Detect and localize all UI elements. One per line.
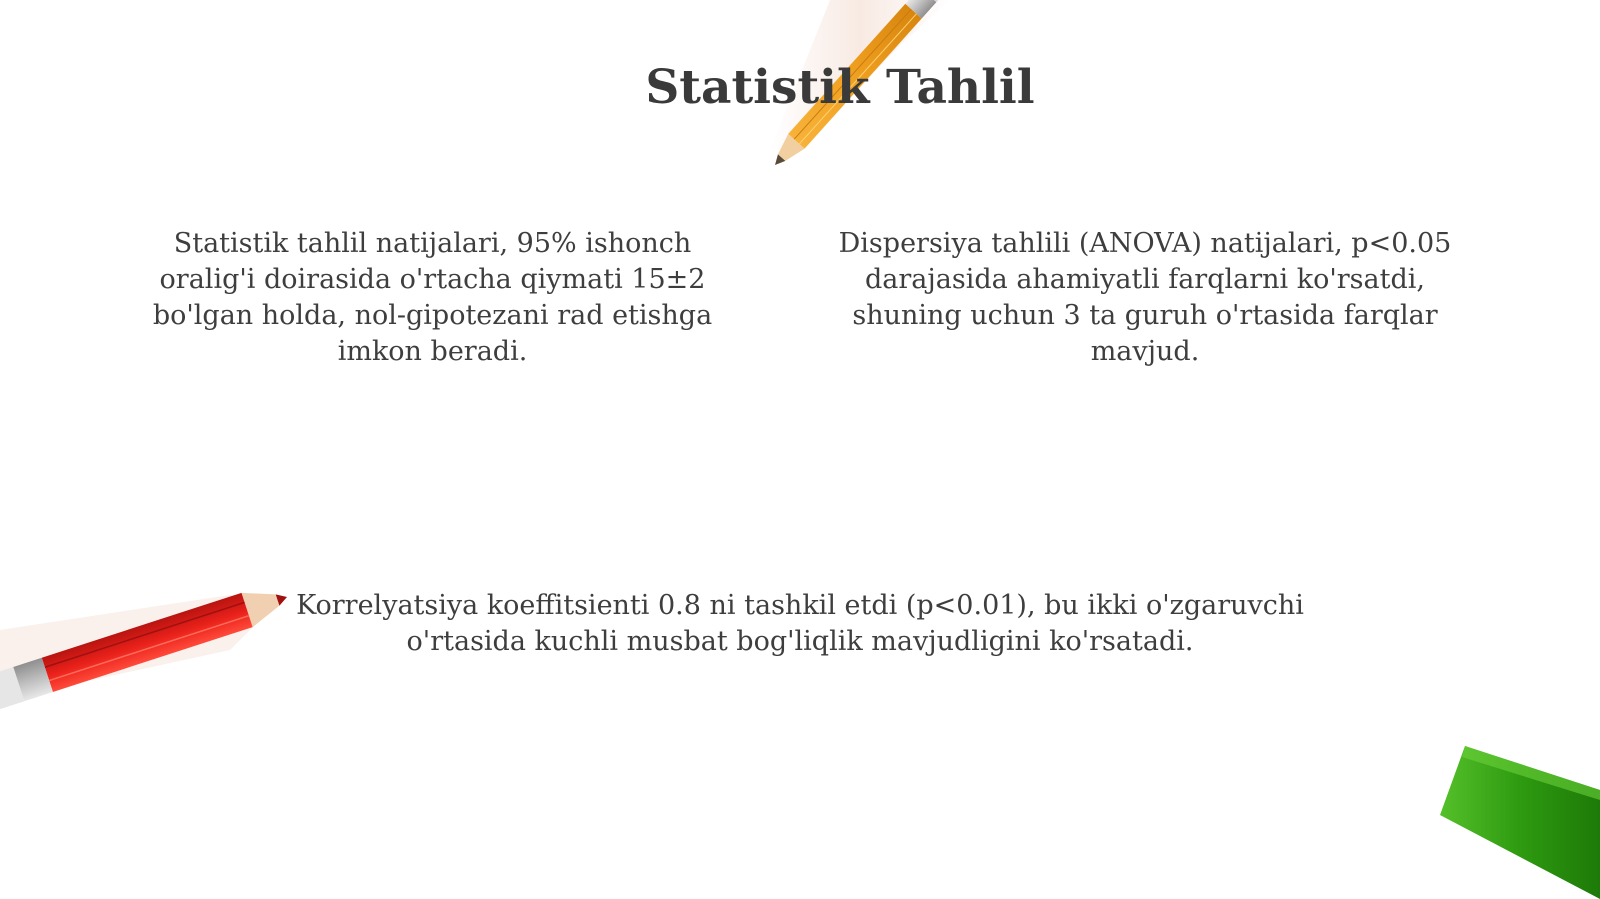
slide-title: Statistik Tahlil	[645, 60, 1035, 115]
paragraph-anova-results: Dispersiya tahlili (ANOVA) natijalari, p<0.05 darajasida ahamiyatli farqlarni ko'rsatdi, shuning uchun 3 ta guruh o'rtasida farqlar mavjud.	[838, 228, 1452, 367]
red-pencil-icon	[0, 580, 293, 711]
paragraph-correlation: Korrelyatsiya koeffitsienti 0.8 ni tashkil etdi (p<0.01), bu ikki o'zgaruvchi o'rtasida kuchli musbat bog'liqlik mavjudligini ko'rsatadi.	[296, 590, 1304, 657]
green-pencil-icon	[1440, 746, 1600, 899]
paragraph-statistical-analysis: Statistik tahlil natijalari, 95% ishonch oralig'i doirasida o'rtacha qiymati 15±2 bo'lgan holda, nol-gipotezani rad etishga imkon beradi.	[152, 228, 713, 367]
